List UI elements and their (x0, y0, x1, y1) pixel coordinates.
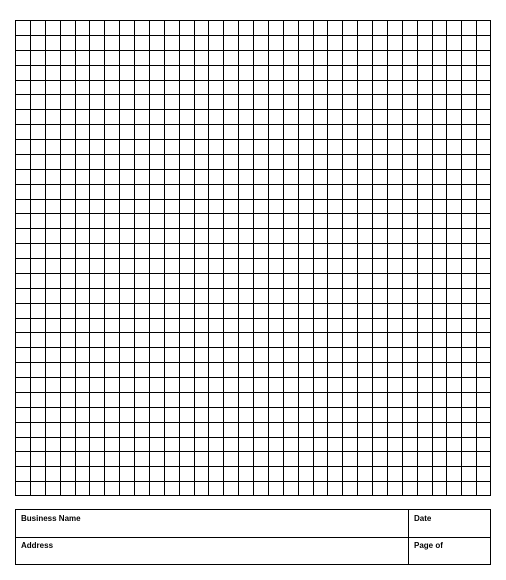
address-label: Address (21, 541, 54, 550)
business-name-cell[interactable] (16, 510, 408, 537)
address-cell[interactable] (16, 537, 408, 564)
business-name-label: Business Name (21, 514, 81, 523)
date-label: Date (414, 514, 432, 523)
info-row-business (16, 510, 490, 538)
graph-grid (15, 20, 491, 496)
page-of-cell[interactable] (408, 537, 490, 564)
grid-area (15, 20, 491, 496)
info-row-address (16, 537, 490, 564)
info-table (15, 509, 491, 565)
date-cell[interactable] (408, 510, 490, 537)
page-of-label: Page of (414, 541, 443, 550)
